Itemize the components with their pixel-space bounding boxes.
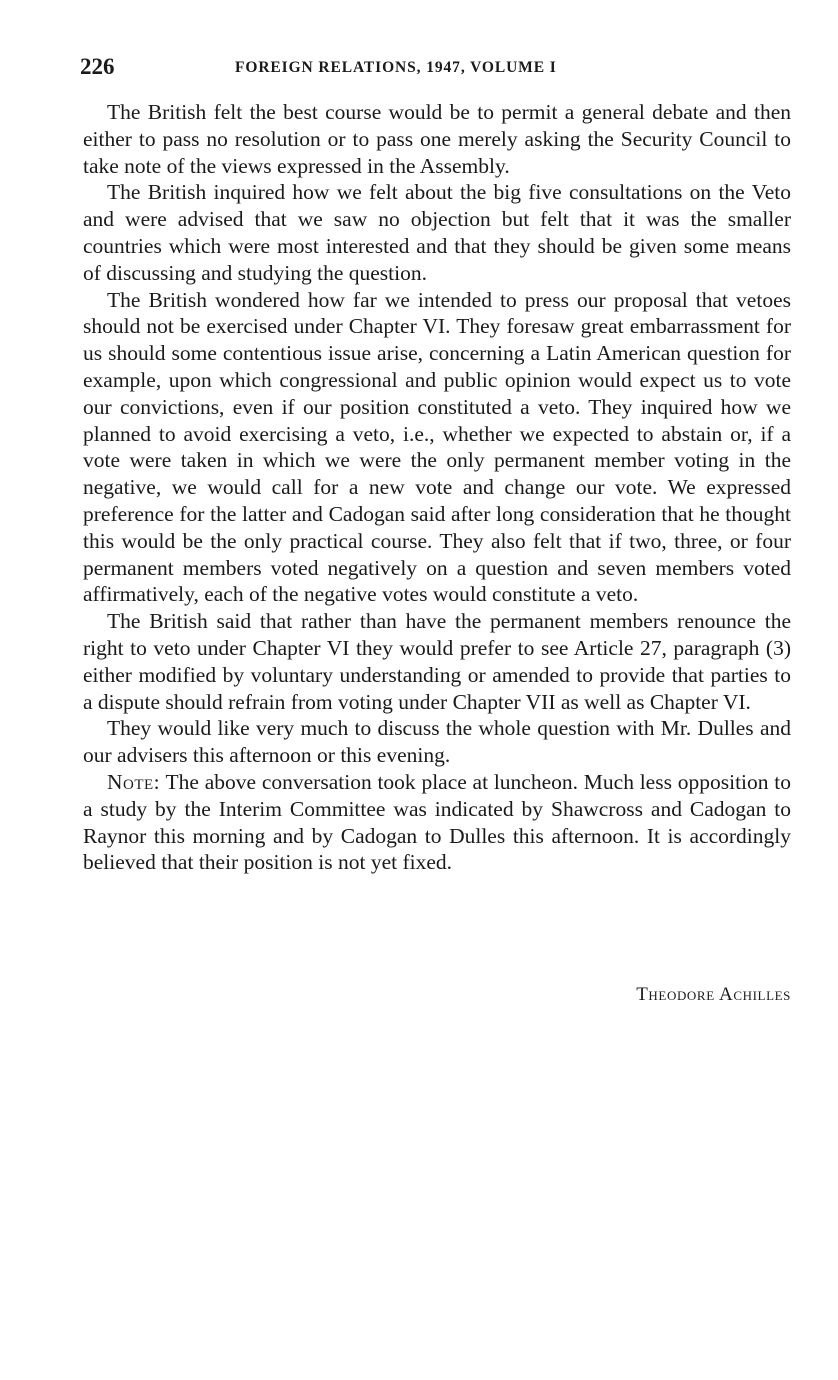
paragraph-big-five-consultations: The British inquired how we felt about the big five consultations on the Veto and were advised that we saw no objection but felt that it was the smaller countries which were most interested and that they should be given some means of discussing and studying the question. [83, 180, 791, 285]
running-head [80, 54, 791, 84]
note-paragraph [83, 769, 791, 876]
paragraph-article-27: The British said that rather than have the permanent members renounce the right to veto under Chapter VI they would prefer to see Article 27, paragraph (3) either modified by voluntary understanding or amended to provide that parties to a dispute should refrain from voting under Chapter VII as well as Chapter VI. [83, 609, 791, 714]
note-text: The above conversation took place at luncheon. Much less opposition to a study by the Interim Committee was indicated by Shawcross and Cadogan to Raynor this morning and by Cadogan to Dulles this afternoon. It is accordingly believed that their position is not yet fixed. [83, 769, 791, 875]
paragraph-discuss-with-dulles: They would like very much to discuss the whole question with Mr. Dulles and our advisers this afternoon or this evening. [83, 716, 791, 768]
paragraph-chapter-vi-veto: The British wondered how far we intended to press our proposal that vetoes should not be exercised under Chapter VI. They foresaw great embarrassment for us should some contentious issue arise, concerning a Latin American question for example, upon which congressional and public opinion would expect us to vote our convictions, even if our position constituted a veto. They inquired how we planned to avoid exercising a veto, i.e., whether we expected to abstain or, if a vote were taken in which we were the only permanent member voting in the negative, we would call for a new vote and change our vote. We expressed preference for the latter and Cadogan said after long consideration that he thought this would be the only practical course. They also felt that if two, three, or four permanent members voted negatively on a question and seven members voted affirmatively, each of the negative votes would constitute a veto. [83, 287, 791, 607]
page-number: 226 [80, 54, 115, 79]
body-text [83, 99, 791, 876]
paragraph-general-debate: The British felt the best course would be to permit a general debate and then either to pass no resolution or to pass one merely asking the Security Council to take note of the views expressed in the Assembly. [83, 100, 791, 178]
signature: Theodore Achilles [636, 984, 791, 1005]
running-title: FOREIGN RELATIONS, 1947, VOLUME I [235, 59, 557, 76]
note-label: Note: [107, 769, 161, 794]
